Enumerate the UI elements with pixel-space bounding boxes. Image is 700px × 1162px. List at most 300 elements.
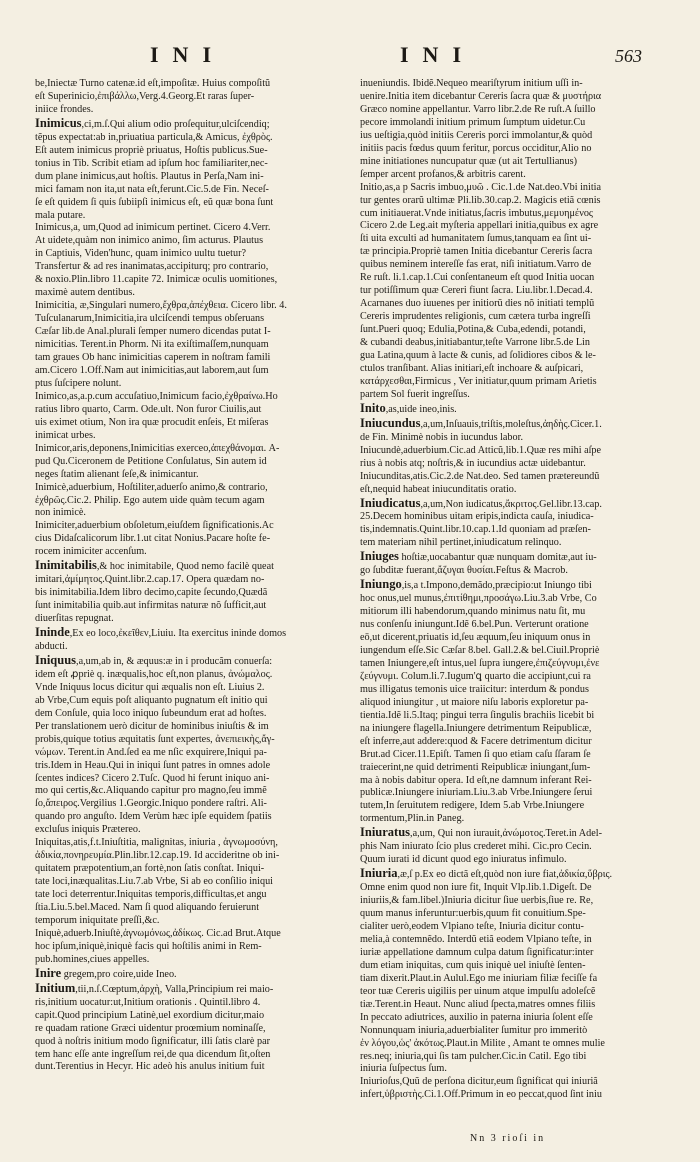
line-text: ſcentes indices? Cicero 2.Tuſc. Quod hi ferunt iniquo ani- — [35, 772, 270, 784]
text-line — [360, 986, 665, 999]
line-text: uenire.Initia item dicebantur Cereris ſacra quæ & μυστήρια — [360, 90, 602, 102]
line-text: tem hanc eſſe ante ingreſſum rei,de qua dicendum ſit,oſten — [35, 1048, 271, 1060]
text-line — [360, 565, 665, 578]
text-line — [35, 222, 341, 235]
line-text: quando pro anguſto. Idem Verùm hæc ipſe equidem ſpatiis — [35, 811, 272, 823]
line-text: tate loci,inæqualitas.Liu.7.ab Vrbe, Si ab eo conſilio iniqui — [35, 876, 273, 888]
text-line — [35, 417, 341, 430]
line-text: tẽpus expectat:ab in,priuatiua particula,& Amicus, ἐχθρὸς. — [35, 131, 273, 143]
line-text: nus conſenſu iniungunt.Idẽ 6.bel.Pun. Verterunt oratione — [360, 619, 589, 631]
line-text: tem materiam nihil pertinet,iniudicatum relinquo. — [360, 537, 562, 549]
line-text: maximè autem dentibus. — [35, 287, 135, 299]
text-line — [35, 641, 341, 654]
line-text: ἀδικία,πονηρευμία.Plin.libr.12.cap.19. Id accideritne ob ini- — [35, 850, 280, 862]
text-line — [360, 550, 665, 565]
line-text: Acarnanes duo iuuenes per initiorũ dies nõ initiati templũ — [360, 298, 595, 310]
text-line — [35, 1010, 341, 1023]
line-text: In peccato adiutrices, auxilio in paterna iniuria ſolent eſſe — [360, 1011, 593, 1023]
text-line — [360, 117, 665, 130]
line-text: eſt inferre,aut addere:quod & Facere detrimentum dicitur — [360, 735, 592, 747]
line-text: ,as,uide ineo,inis. — [385, 403, 457, 415]
text-line — [360, 947, 665, 960]
line-text: traiecerint,ne quid detrimenti Reipublicæ iniungant,ſum- — [360, 761, 591, 773]
text-line — [35, 967, 341, 982]
text-line — [35, 482, 341, 495]
line-text: iniuria ſuſpectus ſum. — [360, 1063, 447, 1075]
text-line — [360, 246, 665, 259]
text-line — [35, 365, 341, 378]
line-text: pecore immolandi initium primum ſumptum uidetur.Cu — [360, 116, 586, 128]
text-line — [360, 363, 665, 376]
line-text: res.neq; iniuria,qui ſis tam pulcher.Cic.in Catil. Ego tibi — [360, 1050, 587, 1062]
text-line — [360, 497, 665, 512]
line-text: ſunt.Pueri quoq; Edulia,Potina,& Cuba,edendi, potandi, — [360, 324, 586, 336]
text-line — [35, 708, 341, 721]
line-text: ma à nobis dabitur opera. Id eſt,ne damnum inferant Rei- — [360, 774, 592, 786]
line-text: tæ principia.Propriè tamen Initia dicebantur Cereris ſacra — [360, 246, 593, 258]
text-line — [35, 313, 341, 326]
text-line — [35, 197, 341, 210]
text-line — [35, 613, 341, 626]
line-text: capit.Quod principium Latinè,uel exordium dicitur,maio — [35, 1009, 265, 1021]
line-text: tutem,In ſeruitutem redigere, Idem 5.ab Vrbe.Iniungere — [360, 800, 585, 812]
line-text: tris.Idem in Heau.Qui in iniqui ſunt patres in omnes adole — [35, 759, 271, 771]
line-text: imitari,ἀμίμητος.Quint.libr.2.cap.17. Opera quædam no- — [35, 574, 265, 586]
text-line — [360, 78, 665, 91]
text-line — [360, 389, 665, 402]
left-running-title: INI — [150, 42, 226, 67]
text-line — [35, 600, 341, 613]
headword: Iniucundus — [360, 416, 421, 430]
text-line — [35, 520, 341, 533]
text-line — [35, 404, 341, 417]
text-line — [35, 773, 341, 786]
text-line — [360, 841, 665, 854]
line-text: & noxio.Plin.libro 11.capite 72. Inimicæ oculis uomitiones, — [35, 274, 278, 286]
text-line — [35, 352, 341, 365]
line-text: quod à noſtris initium modo ſignificatur, illi ſatis clarè par — [35, 1035, 270, 1047]
text-line — [360, 208, 665, 221]
text-line — [360, 710, 665, 723]
line-text: probis,quique totius æquitatis ſunt expertes, ἀνεπιεικὴς,ἄγ- — [35, 733, 275, 745]
text-line — [360, 91, 665, 104]
text-line — [35, 235, 341, 248]
text-line — [35, 1036, 341, 1049]
line-text: ſe eſt quidem ſi quis ſubiipſi inimicus eſt, eũ quæ bona ſunt — [35, 196, 274, 208]
text-line — [35, 533, 341, 546]
text-line — [360, 619, 665, 632]
text-line — [35, 300, 341, 313]
headword: Iniuges — [360, 550, 399, 564]
headword: Iniuratus — [360, 826, 411, 840]
line-text: ris,initium uocatur:ut,Initium orationis . Quintil.libro 4. — [35, 996, 261, 1008]
text-line — [360, 658, 665, 671]
text-line — [360, 921, 665, 934]
line-text: Vnde Iniquus locus dicitur qui æqualis non eſt. Liuius 2. — [35, 681, 265, 693]
text-line — [360, 1051, 665, 1064]
line-text: tiæ.Terent.in Heaut. Nunc aliud ſpecta,matres omnes filiis — [360, 998, 596, 1010]
text-line — [360, 471, 665, 484]
text-line — [360, 800, 665, 813]
line-text: pub.homines,ciues appelles. — [35, 953, 150, 965]
text-line — [35, 876, 341, 889]
text-line — [360, 402, 665, 417]
text-line — [35, 184, 341, 197]
line-text: dem Conſule, quia loco iniquo ſubeundum erat ad hoſtes. — [35, 707, 267, 719]
headword: Iniuria — [360, 867, 398, 881]
line-text: cum initiauerat.Vnde initiatus,ſacris imbutus,μεμυημένος — [360, 207, 593, 219]
text-line — [360, 826, 665, 841]
headword: Iniquus — [35, 653, 77, 667]
line-text: Inimicè,aduerbium, Hoſtiliter,aduerſo animo,& contrario, — [35, 481, 268, 493]
text-line — [360, 908, 665, 921]
headword: Ininde — [35, 626, 70, 640]
line-text: pud Qu.Ciceronem de Petitione Conſulatus, Sin autem id — [35, 455, 267, 467]
line-text: mici famam non ita,ut nata eſt,ferunt.Cic.5.de Fin. Neceſ- — [35, 183, 269, 195]
signature-catchword: Nn 3 rioſi in — [470, 1133, 546, 1144]
line-text: tur potiſſimum quæ Cereri fiunt ſacra. Liu.libr.1.Decad.4. — [360, 285, 593, 297]
line-text: mitiorum illi habendorum,quando minimus natu ſit, mu — [360, 606, 586, 618]
text-line — [35, 654, 341, 669]
text-line — [35, 915, 341, 928]
line-text: Initio,as,a p Sacris imbuo,μυῶ . Cic.1.de Nat.deo.Vbi initia — [360, 181, 602, 193]
line-text: hoc onus,uel munus,ἐπιτίθημι,προσάγω.Liu.3.ab Vrbe, Co — [360, 593, 597, 605]
line-text: ,ci,m.ſ.Qui alium odio proſequitur,ulciſcendiq; — [81, 118, 270, 130]
line-text: iniuriis,& fam.libel.)Iniuria dicitur ſiue uerbis,ſiue re. Re, — [360, 895, 594, 907]
line-text: ſti uita exculti ad humanitatem ſumus,tanquam ea ſint ui- — [360, 233, 592, 245]
line-text: mo qui certis,&c.Aliquando capitur pro magno,ſeu immẽ — [35, 785, 267, 797]
text-line — [35, 669, 341, 682]
text-line — [360, 895, 665, 908]
text-line — [360, 723, 665, 736]
text-line — [360, 1076, 665, 1089]
line-text: Græco nomine appellantur. Varro libr.2.de Re ruſt.A ſuillo — [360, 103, 596, 115]
line-text: ζεύγνυμι. Colum.li.7.Iugum'ꝗ quarto die accipiunt,cui ra — [360, 670, 591, 682]
line-text: cius Didaſcalicorum libr.1.ut citat Nonius.Pacare hoſte fe- — [35, 533, 271, 545]
text-line — [35, 863, 341, 876]
line-text: quibus neminem intereſſe fas erat, niſi initiatum.Varro de — [360, 259, 592, 271]
line-text: Iniucunditas,atis.Cic.2.de Nat.deo. Sed tamen prætereundũ — [360, 470, 600, 482]
line-text: am.Cicero 1.Off.Nam aut inimicitias,aut laborem,aut ſum — [35, 364, 269, 376]
text-line — [360, 298, 665, 311]
line-text: ptus ſuſcipere nolunt. — [35, 377, 122, 389]
line-text: Inimicor,aris,deponens,Inimicitias exerceo,ἀπεχθάνομαι. A- — [35, 442, 280, 454]
text-line — [360, 337, 665, 350]
line-text: aliquod iniungitur , ut maiore niſu laboris exploretur pa- — [360, 696, 589, 708]
line-text: ctulos tranſibant. Alias initiari,eſt inchoare & auſpicari, — [360, 362, 584, 374]
text-line — [35, 574, 341, 587]
text-line — [35, 734, 341, 747]
text-line — [35, 339, 341, 352]
text-line — [35, 456, 341, 469]
text-line — [35, 145, 341, 158]
text-line — [360, 960, 665, 973]
text-line — [360, 762, 665, 775]
line-text: tur gentes orarũ ultimæ Pli.lib.30.cap.2. Magicis etiã cœnis — [360, 194, 601, 206]
text-line — [360, 285, 665, 298]
text-line — [35, 811, 341, 824]
text-line — [35, 982, 341, 997]
text-line — [35, 889, 341, 902]
line-text: Eſt autem inimicus propriè priuatus, Hoſtis publicus.Sue- — [35, 144, 268, 156]
line-text: bis inimitabilia.Idem libro decimo,capite ſecundo,Quædã — [35, 587, 268, 599]
line-text: non inimicè. — [35, 507, 86, 519]
line-text: ἐχθρῶς.Cic.2. Philip. Ego autem uide quàm tecum agam — [35, 494, 265, 506]
right-running-title: INI — [400, 42, 476, 67]
text-line — [360, 999, 665, 1012]
line-text: phis Nam iniurato ſcio plus crederet mihi. Cic.pro Cecin. — [360, 841, 592, 853]
line-text: re quadam ratione Græci uidentur proœmium nominaſſe, — [35, 1022, 266, 1034]
text-line — [360, 156, 665, 169]
text-line — [360, 632, 665, 645]
text-line — [35, 587, 341, 600]
text-line — [35, 695, 341, 708]
text-line — [35, 117, 341, 132]
line-text: ,a,um,Inſuauis,triſtis,moleſtus,ἀηδὴς.Cicer.1. — [420, 418, 602, 430]
text-line — [360, 524, 665, 537]
text-line — [35, 261, 341, 274]
text-line — [35, 171, 341, 184]
line-text: mine initiationes nuncupatur quæ (ut ait Tertullianus) — [360, 155, 577, 167]
line-text: Per translationem uerò dicitur de hominibus iniuſtis & im — [35, 720, 269, 732]
line-text: Cæſar lib.de Anal.plurali ſemper numero dicendas putat I- — [35, 326, 271, 338]
text-line — [360, 417, 665, 432]
text-line — [360, 736, 665, 749]
text-line — [360, 1038, 665, 1051]
line-text: infert,ὑβριστὴς.Ci.1.Off.Primum in eo peccat,quod ſint iniu — [360, 1089, 602, 1101]
line-text: dunt.Terentius in Hecyr. Hic adeò his anulus initium fuit — [35, 1061, 265, 1073]
text-line — [35, 798, 341, 811]
line-text: ,a,um, Qui non iurauit,ἀνώμοτος.Teret.in Adel- — [410, 828, 602, 840]
line-text: quum manus inferuntur:uerbis,quum fit conuitium.Spe- — [360, 908, 586, 920]
text-line — [35, 850, 341, 863]
text-line — [360, 593, 665, 606]
line-text: tis,indemnatis.Quint.libr.10.cap.1.Id quoniam ad præſen- — [360, 524, 591, 536]
line-text: Inimiciter,aduerbium obſoletum,eiuſdem ſignificationis.Ac — [35, 520, 274, 532]
text-line — [35, 682, 341, 695]
text-line — [35, 626, 341, 641]
line-text: Iniquè,aduerb.Iniuſtè,ἀγνωμόνως,ἀδίκως. Cic.ad Brut.Atque — [35, 927, 281, 939]
text-line — [35, 546, 341, 559]
text-line — [360, 484, 665, 497]
text-line — [360, 578, 665, 593]
text-line — [360, 182, 665, 195]
text-line — [35, 91, 341, 104]
text-line — [35, 274, 341, 287]
line-text: dum etiam iniquitas, cum quis iniquè uel iniuſtè ſenten- — [360, 959, 586, 971]
text-line — [35, 1061, 341, 1074]
headword: Iniungo — [360, 578, 402, 592]
line-text: hoc ipſum,iniquè,iniquè facis qui hoſtilis animi in Rem- — [35, 940, 262, 952]
text-line — [360, 684, 665, 697]
right-column — [360, 78, 665, 1153]
text-line — [35, 837, 341, 850]
line-text: mala putare. — [35, 209, 86, 221]
line-text: ius ueſtigia,quòd initiis Cereris porci immolantur,& quòd — [360, 129, 593, 141]
line-text: ſo,ἄπειρος.Vergilius 1.Georgic.Iniquo pondere raſtri. Ali- — [35, 798, 267, 810]
text-line — [35, 902, 341, 915]
text-line — [35, 326, 341, 339]
text-line — [35, 507, 341, 520]
line-text: teor tuæ Cereris uigiliis per uinum atque impulſu adoleſcẽ — [360, 985, 596, 997]
text-line — [360, 867, 665, 882]
text-line — [35, 1049, 341, 1062]
line-text: cialiter uerò,eodem Vlpiano teſte, Iniuria dicitur contu- — [360, 921, 584, 932]
text-line — [360, 537, 665, 550]
line-text: Cicero 2.de Leg.ait myſteria appellari initia,quibus ex agre — [360, 220, 599, 232]
line-text: publicæ.Iniungere iniuriam.Liu.3.ab Vrbe.Iniungere ſerui — [360, 787, 593, 799]
line-text: neges ſtatim alienant ſeſe,& inimicantur. — [35, 468, 199, 480]
text-line — [360, 233, 665, 246]
line-text: Transfertur & ad res inanimatas,accipiturq; pro contrario, — [35, 261, 269, 273]
text-line — [360, 813, 665, 826]
text-line — [360, 697, 665, 710]
line-text: be,Iniectæ Turno catenæ.id eſt,impoſitæ. Huius compoſitũ — [35, 78, 271, 89]
text-line — [360, 130, 665, 143]
line-text: ab Vrbe,Cum equis poſt aliquanto pugnatum eſt initio qui — [35, 694, 268, 706]
text-line — [35, 928, 341, 941]
line-text: Brut.ad Cicer.11.Epiſt. Tamen ſi quo etiam caſu ſſaram ſe — [360, 748, 591, 760]
headword: Inimitabilis — [35, 559, 97, 573]
headword: Inire — [35, 966, 62, 980]
text-line — [35, 248, 341, 261]
text-line — [35, 785, 341, 798]
text-line — [360, 272, 665, 285]
text-line — [360, 324, 665, 337]
text-line — [35, 760, 341, 773]
line-text: uis eximet otium, Non ira quæ procudit enſeis, Et miſeras — [35, 416, 269, 428]
line-text: tate loci deterrentur.Iniquitas temporis,difficultas,et angu — [35, 889, 267, 901]
line-text: κατάρχεσθαι,Firmicus , Ver initiatur,quum primam Arietis — [360, 375, 597, 387]
line-text: Omne enim quod non iure fit, Inquit Vlp.lib.1.Digeſt. De — [360, 882, 592, 894]
text-line — [35, 559, 341, 574]
line-text: in Captiuis, Viden'hunc, quam inimico uultu tuetur? — [35, 248, 246, 260]
line-text: Quum iurati id dicunt quod ego iniuratus infimulo. — [360, 854, 567, 866]
running-head — [0, 42, 700, 72]
line-text: inueniundis. Ibidẽ.Nequeo meariſtyrum initium uſſi in- — [360, 78, 583, 89]
line-text: idem eſt ꝓpriè q. inæqualis,hoc eſt,non planus, ἀνώμαλος. — [35, 668, 273, 680]
line-text: ,æ,ſ p.Ex eo dictã eſt,quòd non iure fiat,ἀδικία,ὕβρις. — [397, 869, 613, 881]
line-text: tonius in Tib. Scribit etiam ad ipſum hoc familiariter,nec- — [35, 157, 268, 169]
line-text: At uidete,quàm non inimico animo, ſim acturus. Plautus — [35, 235, 264, 247]
text-line — [360, 1025, 665, 1038]
line-text: ſtia.Liu.5.bel.Maced. Nam ſi quod aliquando feruierunt — [35, 902, 260, 914]
line-text: Iniucundè,aduerbium.Cic.ad Atticũ,lib.1.Quæ res mihi aſpe — [360, 444, 602, 456]
left-column — [35, 78, 341, 1153]
text-line — [35, 721, 341, 734]
line-text: partem Sol fuerit ingreſſus. — [360, 388, 470, 400]
text-line — [35, 747, 341, 760]
line-text: temporum iniquitate preſſi,&c. — [35, 915, 160, 926]
text-line — [35, 158, 341, 171]
text-line — [35, 391, 341, 404]
headword: Initium — [35, 981, 76, 995]
text-line — [360, 195, 665, 208]
text-line — [35, 287, 341, 300]
text-line — [360, 311, 665, 324]
text-line — [35, 1023, 341, 1036]
text-line — [35, 78, 341, 91]
text-line — [360, 775, 665, 788]
headword: Inito — [360, 401, 386, 415]
line-text: hoſtiæ,uocabantur quæ nunquam domitæ,aut iu- — [398, 552, 597, 564]
line-text: Nonnunquam iniuria,aduerbialiter ſumitur pro immeritò — [360, 1024, 588, 1036]
line-text: & cubandi deabus,initiabantur,teſte Varrone libr.5.de Lin — [360, 337, 590, 349]
line-text: 25.Decem hominibus uitam eripis,indicta cauſa, iniudica- — [360, 511, 594, 523]
line-text: Inimicus,a, um,Quod ad inimicum pertinet. Cicero 4.Verr. — [35, 222, 271, 234]
text-line — [35, 824, 341, 837]
text-line — [35, 378, 341, 391]
text-line — [35, 495, 341, 508]
line-text: ſemper arcent profanos,& arbitris carent. — [360, 168, 526, 180]
text-line — [360, 143, 665, 156]
text-line — [360, 458, 665, 471]
line-text: quitatem præpotentium,an fortè,non ſatis conſtat. Iniqui- — [35, 863, 265, 875]
line-text: initiis pacis fœdus quum feritur, porcus occiditur,Alio no — [360, 142, 592, 154]
text-line — [360, 220, 665, 233]
line-text: Cereris imprudentes religionis, cum cætera turba ingreſſi — [360, 311, 591, 323]
text-line — [360, 259, 665, 272]
headword: Inimicus — [35, 116, 82, 130]
text-line — [360, 606, 665, 619]
line-text: inimicat urbes. — [35, 429, 96, 441]
line-text: gua Latina,quum à lacte & cunis, ad ſolidiores cibos & le- — [360, 350, 596, 362]
line-text: ,a,um,ab in, & æquus:æ in i producãm conuerſa: — [76, 655, 273, 667]
line-text: ,Ex eo loco,ἐκεῖθεν,Liuiu. Ita exercitus ininde domos — [69, 628, 287, 640]
line-text: iniice frondes. — [35, 103, 94, 115]
line-text: tam graues Ob hanc inimicitias caperem in noſtram famili — [35, 352, 271, 364]
text-line — [360, 432, 665, 445]
line-text: ἐν λόγου,ὡς' ἀκότως.Plaut.in Milite , Amant te omnes mulie — [360, 1037, 605, 1049]
line-text: Inimico,as,a.p.cum accuſatiuo,Inimicum facio,ἐχθραίνω.Ho — [35, 390, 278, 402]
line-text: na iniungere flagella.Iniungere detrimentum Reipublicæ, — [360, 722, 592, 734]
text-line — [360, 749, 665, 762]
headword: Iniudicatus — [360, 496, 421, 510]
line-text: ratius libro quarto, Carm. Ode.ult. Non furor Ciuilis,aut — [35, 403, 262, 415]
text-line — [35, 210, 341, 223]
line-text: gregem,pro coire,uide Ineo. — [61, 968, 177, 980]
line-text: rocem inimiciter accenſum. — [35, 546, 147, 558]
line-text: tientia.Idẽ li.5.Itaq; pingui terra ſingulis brachiis licebit bi — [360, 709, 595, 721]
line-text: abducti. — [35, 640, 68, 652]
text-line — [360, 350, 665, 363]
line-text: ,is,a t.Impono,demãdo,præcipio:ut Iniungo tibi — [401, 580, 592, 592]
text-line — [360, 854, 665, 867]
line-text: rius à nobis atq; noſtris,& in iucundius actæ uidebantur. — [360, 457, 586, 469]
line-text: mus illigatus temonis uice traiicitur: interdum & pondus — [360, 683, 589, 695]
line-text: tormentum,Plin.in Paneg. — [360, 813, 465, 825]
line-text: dum plane inimicus,aut hoſtis. Plautus in Perſa,Nam ini- — [35, 170, 264, 182]
line-text: nimicitias. Terent.in Phorm. Ni ita exiſtimaſſem,nunquam — [35, 339, 269, 351]
line-text: νώμων. Terent.in And.ſed ea me nſic exquirere,Iniqui pa- — [35, 746, 267, 758]
line-text: Iniquitas,atis,f.t.Iniuſtitia, malignitas, iniuria , ἀγνωμοσύνη, — [35, 837, 278, 849]
text-line — [360, 104, 665, 117]
text-line — [360, 1063, 665, 1076]
line-text: diuerſitas repugnat. — [35, 613, 114, 625]
text-line — [360, 787, 665, 800]
text-line — [360, 445, 665, 458]
text-line — [360, 376, 665, 389]
text-line — [35, 443, 341, 456]
text-line — [360, 1089, 665, 1102]
line-text: Iniurioſus,Quũ de perſona dicitur,eum ſignificat qui iniuriã — [360, 1076, 598, 1088]
text-line — [35, 954, 341, 967]
line-text: melia,à contemnẽdo. Interdũ etiã eodem Vlpiano teſte, in — [360, 933, 592, 945]
line-text: excluſus iniquis Prætereo. — [35, 824, 141, 836]
text-line — [360, 934, 665, 947]
line-text: ,tii,n.ſ.Cœptum,ἀρχὴ, Valla,Principium rei maio- — [75, 983, 274, 995]
line-text: go ſubditæ fuerant,ἄζυγαι θυσίαι.Feſtus & Macrob. — [360, 565, 568, 577]
